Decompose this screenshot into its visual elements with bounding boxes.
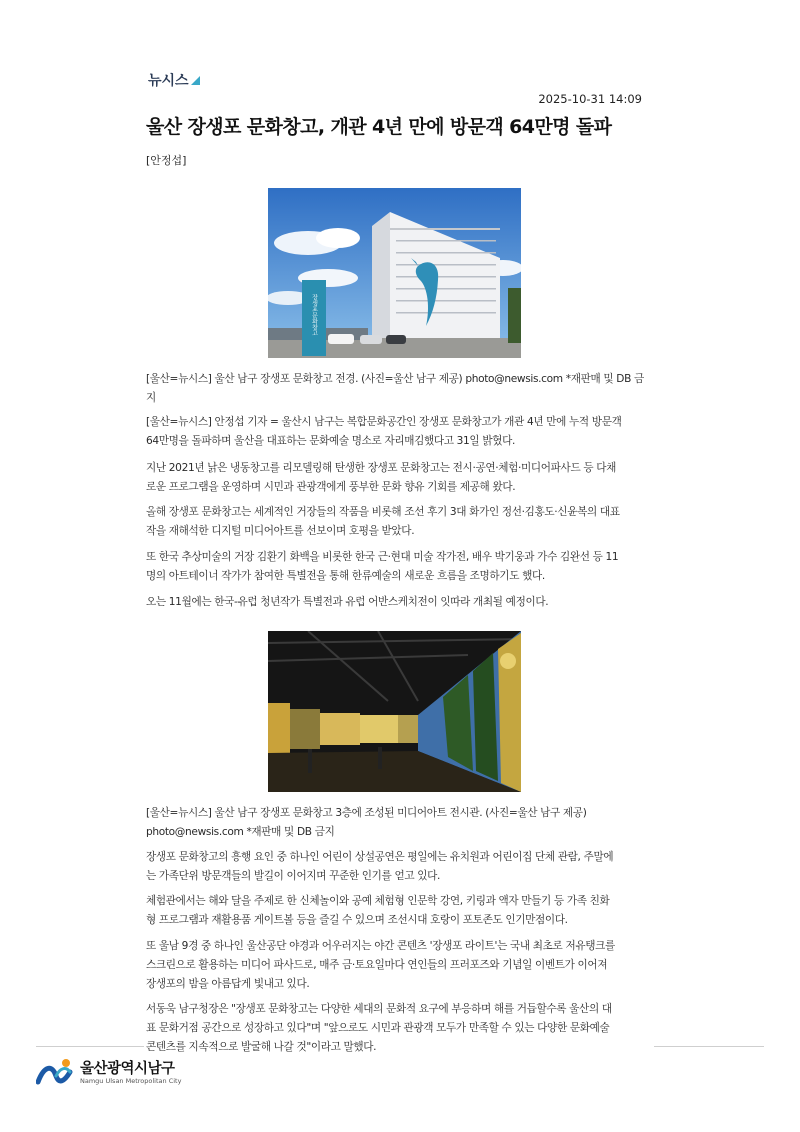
building-sign-text: 장생포문화창고 — [310, 294, 318, 336]
paragraph: 오는 11월에는 한국-유럽 청년작가 특별전과 유럽 어반스케치전이 잇따라 개최될 예정이다. — [146, 596, 549, 608]
namgu-logo-name-en: Namgu Ulsan Metropolitan City — [80, 1077, 182, 1085]
namgu-emblem-icon — [36, 1058, 74, 1088]
paragraph: 올해 장생포 문화창고는 세계적인 거장들의 작품을 비롯해 조선 후기 3대 화가인 정선·김홍도·신윤복의 대표 작을 재해석한 디지털 미디어아트를 선보이며 호평을 받았다. — [146, 506, 620, 537]
photo-caption-1: [울산=뉴시스] 울산 남구 장생포 문화창고 전경. (사진=울산 남구 제공) photo@newsis.com *재판매 및 DB 금 지 — [146, 373, 644, 404]
newsis-logo-text: 뉴시스 — [148, 73, 189, 89]
article-title: 울산 장생포 문화창고, 개관 4년 만에 방문객 64만명 돌파 — [146, 116, 612, 138]
paragraph: 체험관에서는 해와 달을 주제로 한 신체놀이와 공예 체험형 인문학 강연, 키링과 액자 만들기 등 가족 친화 형 프로그램과 재활용품 게이트볼 등을 즐길 수 있으며 조선시대 호랑이 포토존도 인기만점이다. — [146, 895, 610, 926]
paragraph: 서동욱 남구청장은 "장생포 문화창고는 다양한 세대의 문화적 요구에 부응하며 해를 거듭할수록 울산의 대 표 문화거점 공간으로 성장하고 있다"며 "앞으로도 시민과 관광객 모두가 만족할 수 있는 다양한 문화예술 콘텐츠를 지속적으로 발굴해 나갈 것"이라고 말했다. — [146, 1003, 612, 1053]
paragraph: 지난 2021년 낡은 냉동창고를 리모델링해 탄생한 장생포 문화창고는 전시·공연·체험·미디어파사드 등 다채 로운 프로그램을 운영하며 시민과 관광객에게 풍부한 문화 향유 기회를 제공해 왔다. — [146, 462, 617, 493]
building-exterior-photo — [268, 188, 521, 358]
photo-caption-2: [울산=뉴시스] 울산 남구 장생포 문화창고 3층에 조성된 미디어아트 전시관. (사진=울산 남구 제공) photo@newsis.com *재판매 및 DB 금지 — [146, 807, 587, 838]
paragraph: 장생포 문화창고의 흥행 요인 중 하나인 어린이 상설공연은 평일에는 유치원과 어린이집 단체 관람, 주말에 는 가족단위 방문객들의 발길이 이어지며 꾸준한 인기를 얻고 있다. — [146, 851, 614, 882]
publish-date: 2025-10-31 14:09 — [538, 92, 642, 106]
article-byline: [안정섭] — [146, 154, 187, 167]
paragraph: [울산=뉴시스] 안정섭 기자 = 울산시 남구는 복합문화공간인 장생포 문화창고가 개관 4년 만에 누적 방문객 64만명을 돌파하며 울산을 대표하는 문화예술 명소로 자리매김했다고 31일 밝혔다. — [146, 416, 622, 447]
paragraph: 또 울남 9경 중 하나인 울산공단 야경과 어우러지는 야간 콘텐츠 '장생포 라이트'는 국내 최초로 저유탱크를 스크린으로 활용하는 미디어 파사드로, 매주 금·토요일마다 연인들의 프러포즈와 기념일 이벤트가 이어져 장생포의 밤을 아름답게 빛내고 있다. — [146, 940, 615, 990]
namgu-logo — [36, 1058, 181, 1088]
newsis-logo-mark-icon — [191, 76, 200, 85]
namgu-logo-name: 울산광역시남구 — [80, 1061, 175, 1077]
paragraph: 또 한국 추상미술의 거장 김환기 화백을 비롯한 한국 근·현대 미술 작가전, 배우 박기웅과 가수 김완선 등 11 명의 아트테이너 작가가 참여한 특별전을 통해 한류예술의 새로운 흐름을 조명하기도 했다. — [146, 551, 619, 582]
newsis-logo — [148, 70, 200, 90]
footer-rule-right — [654, 1046, 764, 1047]
footer-rule-left — [36, 1046, 144, 1047]
media-art-gallery-photo — [268, 631, 521, 792]
